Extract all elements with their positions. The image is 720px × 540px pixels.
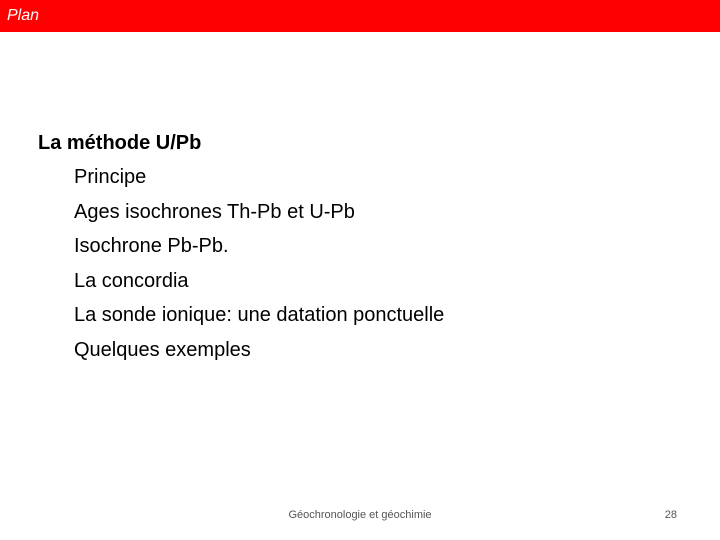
slide-title: Plan: [7, 7, 40, 24]
title-bar: [0, 0, 720, 32]
outline-item: Isochrone Pb-Pb.: [74, 235, 229, 257]
outline-item: Quelques exemples: [74, 338, 251, 361]
slide-content: [38, 126, 678, 367]
outline-item: Ages isochrones Th-Pb et U-Pb: [74, 200, 355, 223]
outline-item: La sonde ionique: une datation ponctuelle: [74, 304, 445, 326]
outline-item: La concordia: [74, 269, 189, 292]
section-heading: La méthode U/Pb: [38, 132, 202, 154]
page-number: 28: [664, 509, 677, 521]
outline-list: [38, 160, 678, 367]
footer-text: Géochronologie et géochimie: [288, 509, 432, 521]
outline-item: Principe: [74, 166, 147, 188]
